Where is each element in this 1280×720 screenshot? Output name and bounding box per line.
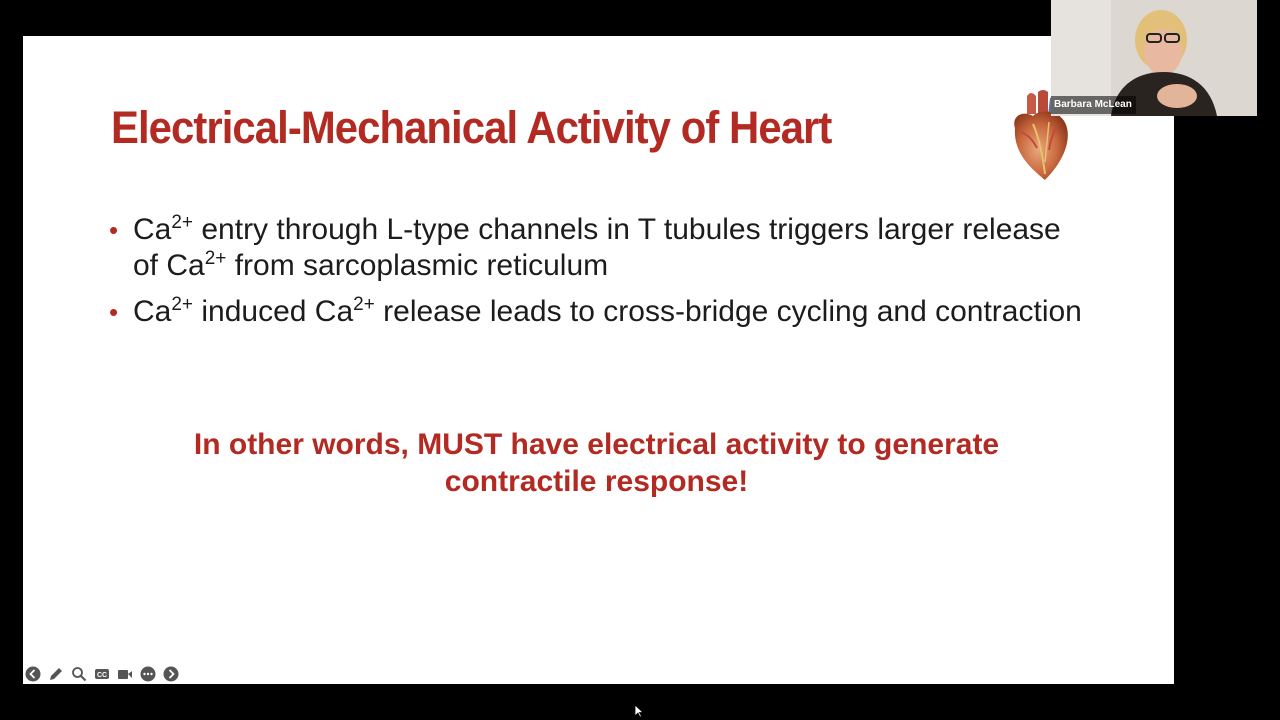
arrow-left-icon[interactable] [24,666,41,683]
mouse-cursor-icon [634,704,644,718]
bullet-item [109,294,1089,330]
presentation-slide [23,36,1174,684]
webcam-video-tile[interactable] [1051,0,1257,116]
bullet-item [109,212,1089,284]
more-icon[interactable] [139,666,156,683]
svg-text:CC: CC [96,672,107,679]
emphasis-line-1: In other words, MUST have electrical activity to generate [193,428,1000,461]
bullet-text: $Ca^{2+}$ induced $Ca^{2+}$ release leads to cross-bridge cycling and contraction [133,294,1082,328]
slide-title: Electrical-Mechanical Activity of Heart [111,102,832,153]
cc-icon[interactable] [93,666,110,683]
pen-icon[interactable] [47,666,64,683]
participant-name-label: Barbara McLean [1051,96,1136,114]
bullet-marker: • [109,215,119,245]
bullet-text: $Ca^{2+}$ entry through L-type channels in T tubules triggers larger release of $Ca^{2+}$ from sarcoplasmic reticulum [133,212,1061,282]
bullet-marker: • [109,297,119,327]
presentation-toolbar [24,664,179,684]
arrow-right-icon[interactable] [162,666,179,683]
bullet-list [109,212,1089,340]
emphasis-line-2: contractile response! [444,465,749,498]
video-icon[interactable] [116,666,133,683]
emphasis-text [21,426,1172,500]
zoom-icon[interactable] [70,666,87,683]
